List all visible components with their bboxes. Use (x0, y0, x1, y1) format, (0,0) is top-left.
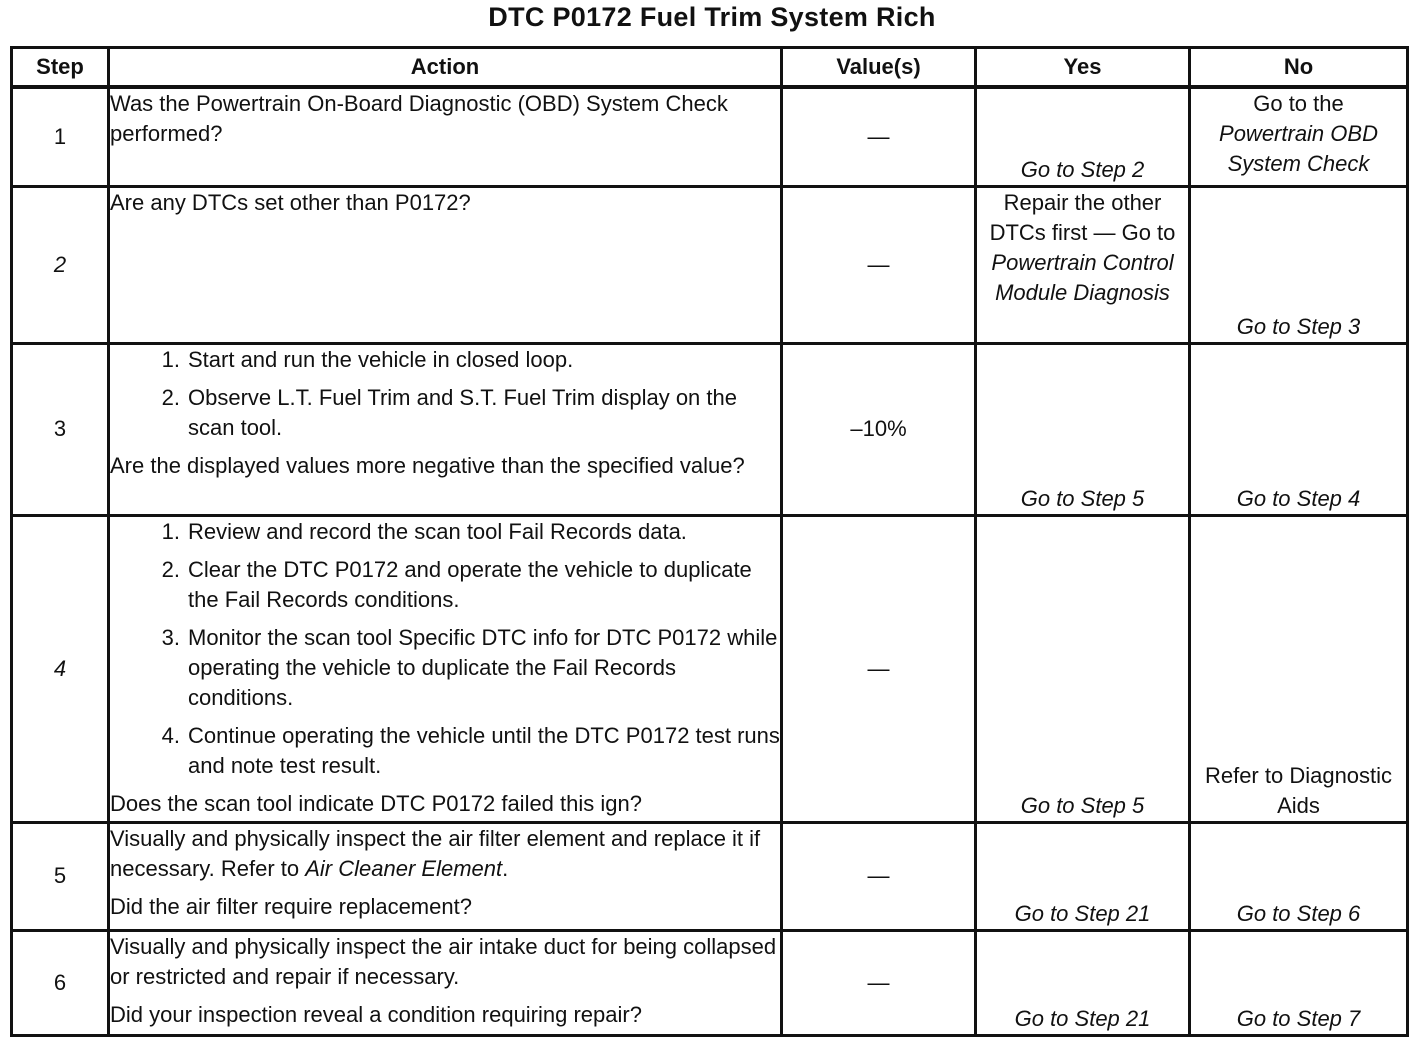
no-cell: Refer to Diagnostic Aids (1190, 515, 1408, 822)
no-text: Go to Step 7 (1236, 1005, 1361, 1031)
list-item: 2. Observe L.T. Fuel Trim and S.T. Fuel Trim display on the scan tool. (161, 384, 737, 440)
action-cell (109, 186, 782, 343)
no-cell (1190, 930, 1408, 1035)
action-question: Did your inspection reveal a condition requiring repair? (110, 1001, 642, 1027)
table-row (12, 186, 1408, 343)
no-text-prefix: Go to the (1253, 91, 1344, 116)
table-row (12, 515, 1408, 822)
header-values: Value(s) (782, 48, 976, 88)
value-cell: — (782, 930, 976, 1035)
step-number: 6 (12, 930, 109, 1035)
list-item: 4. Continue operating the vehicle until the DTC P0172 test runs and note test result. (161, 722, 780, 778)
list-item: 1. Review and record the scan tool Fail Records data. (161, 518, 687, 544)
step-number: 1 (12, 87, 109, 186)
no-cell (1190, 822, 1408, 930)
yes-text: Go to Step 21 (1014, 900, 1151, 926)
value-cell: — (782, 87, 976, 186)
action-cell (109, 822, 782, 930)
step-number: 5 (12, 822, 109, 930)
action-cell (109, 515, 782, 822)
value-cell: — (782, 186, 976, 343)
action-text: Are any DTCs set other than P0172? (110, 189, 471, 215)
no-text: Go to Step 4 (1236, 485, 1361, 511)
no-cell (1190, 87, 1408, 186)
yes-cell (976, 186, 1190, 343)
yes-cell (976, 822, 1190, 930)
yes-text: Go to Step 5 (1020, 485, 1145, 511)
no-text-italic: Powertrain OBD System Check (1219, 121, 1378, 176)
header-row (12, 48, 1408, 88)
action-text: Was the Powertrain On-Board Diagnostic (OBD) System Check performed? (110, 91, 728, 146)
yes-text-prefix: Repair the other DTCs first — Go to (989, 189, 1176, 245)
step-number: 3 (12, 343, 109, 515)
step-number: 4 (12, 515, 109, 822)
yes-cell (976, 87, 1190, 186)
table-row (12, 343, 1408, 515)
no-text: Go to Step 6 (1236, 900, 1361, 926)
action-text: Visually and physically inspect the air intake duct for being collapsed or restricted and repair if necessary. (110, 933, 777, 989)
no-cell (1190, 186, 1408, 343)
action-list (110, 345, 780, 443)
table-row (12, 822, 1408, 930)
value-cell: — (782, 515, 976, 822)
diagnostic-table (10, 46, 1409, 1037)
yes-cell (976, 515, 1190, 822)
no-cell (1190, 343, 1408, 515)
action-italic-ref: Air Cleaner Element (305, 855, 503, 881)
action-question: Does the scan tool indicate DTC P0172 failed this ign? (110, 790, 642, 816)
action-text: Visually and physically inspect the air filter element and replace it if necessary. Refer to Air Cleaner Element. (110, 825, 761, 881)
header-yes: Yes (976, 48, 1190, 88)
value-cell: –10% (782, 343, 976, 515)
yes-cell (976, 930, 1190, 1035)
list-item: 2. Clear the DTC P0172 and operate the vehicle to duplicate the Fail Records conditions. (161, 556, 752, 612)
step-number: 2 (12, 186, 109, 343)
no-text: Go to Step 3 (1236, 313, 1361, 339)
action-cell (109, 930, 782, 1035)
header-action: Action (109, 48, 782, 88)
page-title: DTC P0172 Fuel Trim System Rich (488, 2, 936, 32)
action-question: Are the displayed values more negative than the specified value? (110, 452, 745, 478)
header-step: Step (12, 48, 109, 88)
header-no: No (1190, 48, 1408, 88)
table-row (12, 87, 1408, 186)
action-cell (109, 87, 782, 186)
yes-cell (976, 343, 1190, 515)
action-list (110, 517, 780, 781)
yes-text: Go to Step 21 (1014, 1005, 1151, 1031)
list-item: 3. Monitor the scan tool Specific DTC info for DTC P0172 while operating the vehicle to duplicate the Fail Records conditions. (161, 624, 778, 710)
action-question: Did the air filter require replacement? (110, 893, 472, 919)
yes-text: Go to Step 2 (1020, 156, 1145, 182)
yes-text-italic: Powertrain Control Module Diagnosis (991, 249, 1174, 305)
table-row (12, 930, 1408, 1035)
list-item: 1. Start and run the vehicle in closed loop. (161, 346, 574, 372)
action-cell (109, 343, 782, 515)
yes-text: Go to Step 5 (1020, 792, 1145, 818)
value-cell: — (782, 822, 976, 930)
